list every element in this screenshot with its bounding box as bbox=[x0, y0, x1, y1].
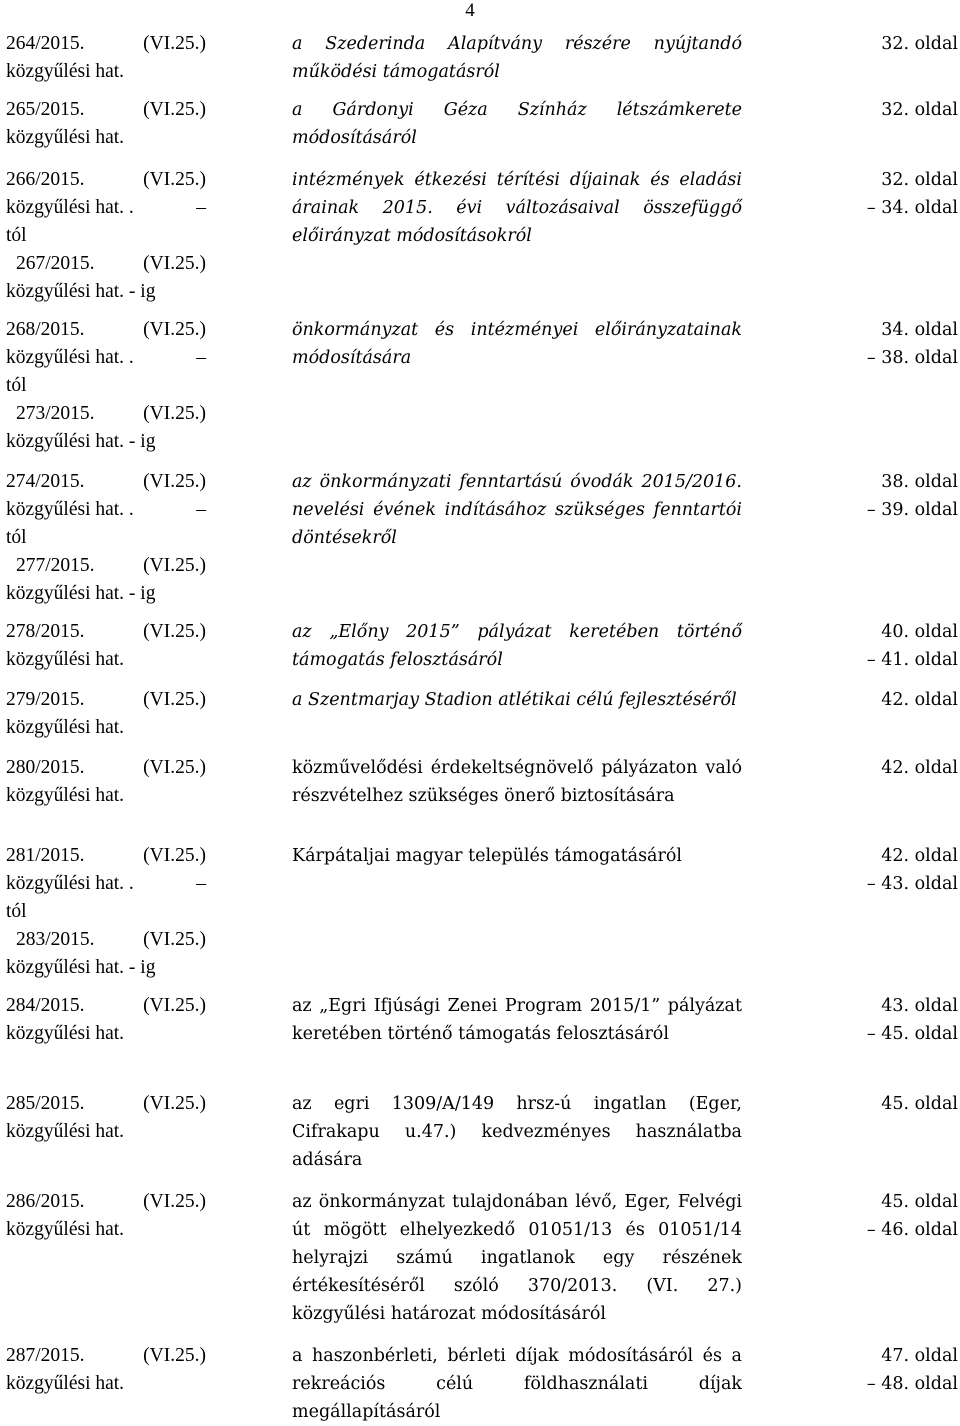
reference-text: közgyűlési hat. bbox=[6, 717, 125, 738]
resolution-reference-line bbox=[6, 372, 206, 400]
page-range-line: 47. oldal bbox=[881, 1346, 958, 1366]
resolution-subject: a Szentmarjay Stadion atlétikai célú fejlesztéséről bbox=[292, 690, 737, 710]
page-reference bbox=[818, 468, 958, 524]
page-number: 4 bbox=[465, 0, 475, 21]
resolution-reference-line bbox=[6, 552, 206, 580]
reference-date: – bbox=[196, 347, 206, 368]
reference-text: 285/2015. bbox=[6, 1093, 85, 1114]
resolution-reference-line bbox=[6, 618, 206, 646]
reference-date: (VI.25.) bbox=[143, 995, 206, 1016]
resolution-reference-line bbox=[6, 250, 206, 278]
page-range-line: 42. oldal bbox=[881, 846, 958, 866]
resolution-reference-line bbox=[6, 954, 206, 982]
page-range-line: – 45. oldal bbox=[866, 1024, 958, 1044]
reference-text: közgyűlési hat. - ig bbox=[6, 583, 156, 604]
resolution-subject: a haszonbérleti, bérleti díjak módosításáról és a rekreációs célú földhasználati díjak megállapításáról bbox=[292, 1346, 742, 1422]
reference-date: (VI.25.) bbox=[143, 33, 206, 54]
reference-date: (VI.25.) bbox=[143, 319, 206, 340]
resolution-reference-line bbox=[6, 870, 206, 898]
reference-text: 265/2015. bbox=[6, 99, 85, 120]
reference-text: közgyűlési hat. bbox=[6, 649, 125, 670]
page-range-line: – 41. oldal bbox=[866, 650, 958, 670]
page-reference bbox=[818, 316, 958, 372]
resolution-reference-line bbox=[6, 754, 206, 782]
reference-text: közgyűlési hat. . bbox=[6, 197, 134, 218]
reference-date: (VI.25.) bbox=[143, 845, 206, 866]
resolution-reference-line bbox=[6, 992, 206, 1020]
page-reference bbox=[818, 618, 958, 674]
reference-date: (VI.25.) bbox=[143, 1191, 206, 1212]
resolution-subject: az egri 1309/A/149 hrsz-ú ingatlan (Eger, Cifrakapu u.47.) kedvezményes használatba adására bbox=[292, 1094, 742, 1170]
page-range-line: 45. oldal bbox=[881, 1192, 958, 1212]
reference-date: (VI.25.) bbox=[143, 1093, 206, 1114]
resolution-reference-line bbox=[6, 1188, 206, 1216]
reference-text: közgyűlési hat. bbox=[6, 1373, 125, 1394]
page-range-line: 45. oldal bbox=[881, 1094, 958, 1114]
page-reference bbox=[818, 1090, 958, 1118]
reference-text: közgyűlési hat. bbox=[6, 1023, 125, 1044]
page-range-line: 32. oldal bbox=[881, 170, 958, 190]
reference-text: 268/2015. bbox=[6, 319, 85, 340]
resolution-reference-line bbox=[6, 1342, 206, 1370]
resolution-subject: intézmények étkezési térítési díjainak és eladási árainak 2015. évi változásaival összefüggő előirányzat módosításokról bbox=[292, 170, 742, 246]
page-range-line: 40. oldal bbox=[881, 622, 958, 642]
resolution-reference-line bbox=[6, 686, 206, 714]
resolution-reference-line bbox=[6, 96, 206, 124]
page-range-line: 43. oldal bbox=[881, 996, 958, 1016]
reference-text: 278/2015. bbox=[6, 621, 85, 642]
resolution-reference-line bbox=[6, 30, 206, 58]
resolution-reference-line bbox=[6, 1370, 206, 1398]
page-range-line: 34. oldal bbox=[881, 320, 958, 340]
resolution-reference-line bbox=[6, 194, 206, 222]
reference-text: 284/2015. bbox=[6, 995, 85, 1016]
reference-text: közgyűlési hat. . bbox=[6, 873, 134, 894]
resolution-reference bbox=[6, 754, 206, 810]
reference-text: közgyűlési hat. - ig bbox=[6, 957, 156, 978]
page-range-line: – 46. oldal bbox=[866, 1220, 958, 1240]
reference-text: közgyűlési hat. - ig bbox=[6, 431, 156, 452]
page-range-line: – 34. oldal bbox=[866, 198, 958, 218]
reference-date: – bbox=[196, 873, 206, 894]
resolution-reference bbox=[6, 1090, 206, 1146]
resolution-subject: a Szederinda Alapítvány részére nyújtandó működési támogatásról bbox=[292, 34, 742, 82]
page-range-line: 42. oldal bbox=[881, 758, 958, 778]
resolution-reference-line bbox=[6, 496, 206, 524]
resolution-reference-line bbox=[6, 1216, 206, 1244]
reference-text: 286/2015. bbox=[6, 1191, 85, 1212]
resolution-reference bbox=[6, 992, 206, 1048]
resolution-subject: az önkormányzat tulajdonában lévő, Eger, Felvégi út mögött elhelyezkedő 01051/13 és 01051/14 helyrajzi számú ingatlanok egy részének értékesítéséről szóló 370/2013. (VI. 27.) közgyűlési határozat módosításáról bbox=[292, 1192, 742, 1324]
resolution-reference bbox=[6, 166, 206, 306]
reference-text: 264/2015. bbox=[6, 33, 85, 54]
reference-text: 266/2015. bbox=[6, 169, 85, 190]
reference-date: (VI.25.) bbox=[143, 169, 206, 190]
page-reference bbox=[818, 992, 958, 1048]
reference-text: tól bbox=[6, 375, 27, 396]
reference-text: közgyűlési hat. . bbox=[6, 347, 134, 368]
resolution-reference bbox=[6, 686, 206, 742]
reference-text: 273/2015. bbox=[16, 403, 95, 424]
reference-text: tól bbox=[6, 527, 27, 548]
reference-text: közgyűlési hat. - ig bbox=[6, 281, 156, 302]
reference-date: (VI.25.) bbox=[143, 1345, 206, 1366]
resolution-reference-line bbox=[6, 714, 206, 742]
reference-text: 287/2015. bbox=[6, 1345, 85, 1366]
page-range-line: – 48. oldal bbox=[866, 1374, 958, 1394]
page-reference bbox=[818, 754, 958, 782]
resolution-reference-line bbox=[6, 316, 206, 344]
page-range-line: 32. oldal bbox=[881, 34, 958, 54]
resolution-reference bbox=[6, 618, 206, 674]
reference-date: (VI.25.) bbox=[143, 99, 206, 120]
resolution-reference-line bbox=[6, 782, 206, 810]
resolution-subject: az „Előny 2015” pályázat keretében történő támogatás felosztásáról bbox=[292, 622, 742, 670]
reference-text: közgyűlési hat. bbox=[6, 61, 125, 82]
resolution-reference-line bbox=[6, 166, 206, 194]
reference-date: – bbox=[196, 499, 206, 520]
reference-text: 280/2015. bbox=[6, 757, 85, 778]
resolution-reference-line bbox=[6, 926, 206, 954]
resolution-reference-line bbox=[6, 898, 206, 926]
page-range-line: – 38. oldal bbox=[866, 348, 958, 368]
page-range-line: 32. oldal bbox=[881, 100, 958, 120]
page-reference bbox=[818, 96, 958, 124]
resolution-reference-line bbox=[6, 468, 206, 496]
resolution-reference-line bbox=[6, 344, 206, 372]
reference-date: (VI.25.) bbox=[143, 403, 206, 424]
reference-date: (VI.25.) bbox=[143, 471, 206, 492]
reference-text: 274/2015. bbox=[6, 471, 85, 492]
resolution-reference bbox=[6, 316, 206, 456]
resolution-reference-line bbox=[6, 58, 206, 86]
resolution-reference-line bbox=[6, 278, 206, 306]
reference-text: közgyűlési hat. bbox=[6, 127, 125, 148]
resolution-reference bbox=[6, 96, 206, 152]
page-reference bbox=[818, 842, 958, 898]
resolution-subject: az önkormányzati fenntartású óvodák 2015/2016. nevelési évének indításához szükséges fenntartói döntésekről bbox=[292, 472, 742, 548]
resolution-reference bbox=[6, 1342, 206, 1398]
resolution-reference bbox=[6, 842, 206, 982]
resolution-reference-line bbox=[6, 1020, 206, 1048]
page-reference bbox=[818, 1188, 958, 1244]
reference-text: 283/2015. bbox=[16, 929, 95, 950]
reference-text: 279/2015. bbox=[6, 689, 85, 710]
reference-date: – bbox=[196, 197, 206, 218]
page-reference bbox=[818, 30, 958, 58]
page-range-line: – 43. oldal bbox=[866, 874, 958, 894]
resolution-reference-line bbox=[6, 400, 206, 428]
resolution-reference bbox=[6, 468, 206, 608]
page-reference bbox=[818, 1342, 958, 1398]
resolution-subject: a Gárdonyi Géza Színház létszámkerete módosításáról bbox=[292, 100, 742, 148]
resolution-subject: közművelődési érdekeltségnövelő pályázaton való részvételhez szükséges önerő biztosítására bbox=[292, 758, 742, 806]
page-range-line: 42. oldal bbox=[881, 690, 958, 710]
resolution-reference-line bbox=[6, 222, 206, 250]
resolution-reference-line bbox=[6, 124, 206, 152]
reference-text: 267/2015. bbox=[16, 253, 95, 274]
reference-text: közgyűlési hat. bbox=[6, 1121, 125, 1142]
reference-date: (VI.25.) bbox=[143, 621, 206, 642]
page-reference bbox=[818, 166, 958, 222]
reference-text: tól bbox=[6, 901, 27, 922]
reference-text: 277/2015. bbox=[16, 555, 95, 576]
resolution-reference-line bbox=[6, 1090, 206, 1118]
resolution-reference-line bbox=[6, 524, 206, 552]
reference-text: közgyűlési hat. bbox=[6, 1219, 125, 1240]
page-range-line: – 39. oldal bbox=[866, 500, 958, 520]
page-reference bbox=[818, 686, 958, 714]
reference-text: közgyűlési hat. . bbox=[6, 499, 134, 520]
resolution-reference bbox=[6, 1188, 206, 1244]
reference-date: (VI.25.) bbox=[143, 555, 206, 576]
resolution-reference-line bbox=[6, 580, 206, 608]
reference-text: közgyűlési hat. bbox=[6, 785, 125, 806]
reference-date: (VI.25.) bbox=[143, 689, 206, 710]
resolution-subject: önkormányzat és intézményei előirányzatainak módosítására bbox=[292, 320, 742, 368]
reference-text: 281/2015. bbox=[6, 845, 85, 866]
resolution-subject: Kárpátaljai magyar település támogatásáról bbox=[292, 846, 682, 866]
reference-date: (VI.25.) bbox=[143, 253, 206, 274]
resolution-reference-line bbox=[6, 1118, 206, 1146]
resolution-reference-line bbox=[6, 646, 206, 674]
resolution-reference bbox=[6, 30, 206, 86]
reference-text: tól bbox=[6, 225, 27, 246]
page-range-line: 38. oldal bbox=[881, 472, 958, 492]
resolution-reference-line bbox=[6, 428, 206, 456]
reference-date: (VI.25.) bbox=[143, 757, 206, 778]
resolution-subject: az „Egri Ifjúsági Zenei Program 2015/1” pályázat keretében történő támogatás felosztásáról bbox=[292, 996, 742, 1044]
resolution-reference-line bbox=[6, 842, 206, 870]
reference-date: (VI.25.) bbox=[143, 929, 206, 950]
